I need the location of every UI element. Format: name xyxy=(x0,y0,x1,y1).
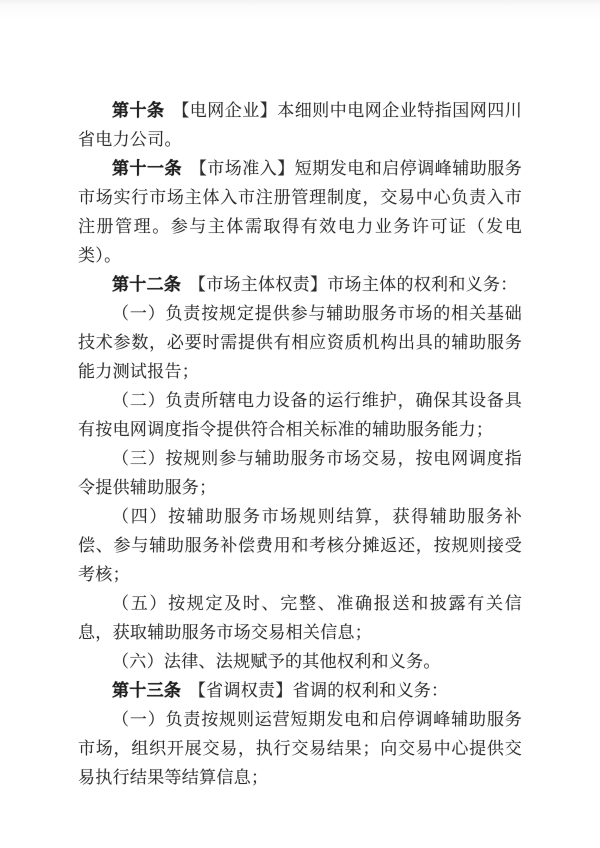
paragraph xyxy=(78,502,522,589)
article-number: 第十条 xyxy=(112,101,165,120)
paragraph xyxy=(78,96,522,154)
paragraph xyxy=(78,386,522,444)
paragraph xyxy=(78,154,522,270)
paragraph-text: （四）按辅助服务市场规则结算，获得辅助服务补偿、参与辅助服务补偿费用和考核分摊返还，按规则接受考核； xyxy=(78,507,522,584)
paragraph-text: （六）法律、法规赋予的其他权利和义务。 xyxy=(112,652,441,671)
paragraph xyxy=(78,705,522,792)
paragraph-text: （二）负责所辖电力设备的运行维护，确保其设备具有按电网调度指令提供符合相关标准的辅助服务能力； xyxy=(78,391,522,439)
paragraph-text: （三）按规则参与辅助服务市场交易，按电网调度指令提供辅助服务； xyxy=(78,449,522,497)
paragraph xyxy=(78,676,522,705)
paragraph xyxy=(78,444,522,502)
article-bracket-label: 【市场准入】 xyxy=(189,159,295,178)
paragraph xyxy=(78,647,522,676)
article-bracket-label: 【省调权责】 xyxy=(188,681,293,700)
article-number: 第十三条 xyxy=(112,681,182,700)
article-bracket-label: 【市场主体权责】 xyxy=(188,275,328,294)
paragraph xyxy=(78,299,522,386)
document-content xyxy=(78,96,522,792)
paragraph-text: 短期发电和启停调峰辅助服务市场实行市场主体入市注册管理制度，交易中心负责入市注册管理。参与主体需取得有效电力业务许可证（发电类）。 xyxy=(78,159,522,265)
paragraph-text: 本细则中电网企业特指国网四川省电力公司。 xyxy=(78,101,522,149)
paragraph-text: 市场主体的权利和义务： xyxy=(327,275,518,294)
article-bracket-label: 【电网企业】 xyxy=(172,101,278,120)
article-number: 第十一条 xyxy=(112,159,182,178)
paragraph-text: 省调的权利和义务： xyxy=(292,681,449,700)
paragraph-text: （一）负责按规则运营短期发电和启停调峰辅助服务市场，组织开展交易，执行交易结果；向交易中心提供交易执行结果等结算信息； xyxy=(78,710,522,787)
paragraph xyxy=(78,589,522,647)
article-number: 第十二条 xyxy=(112,275,182,294)
paragraph-text: （五）按规定及时、完整、准确报送和披露有关信息，获取辅助服务市场交易相关信息； xyxy=(78,594,522,642)
paragraph-text: （一）负责按规定提供参与辅助服务市场的相关基础技术参数，必要时需提供有相应资质机构出具的辅助服务能力测试报告； xyxy=(78,304,522,381)
paragraph xyxy=(78,270,522,299)
